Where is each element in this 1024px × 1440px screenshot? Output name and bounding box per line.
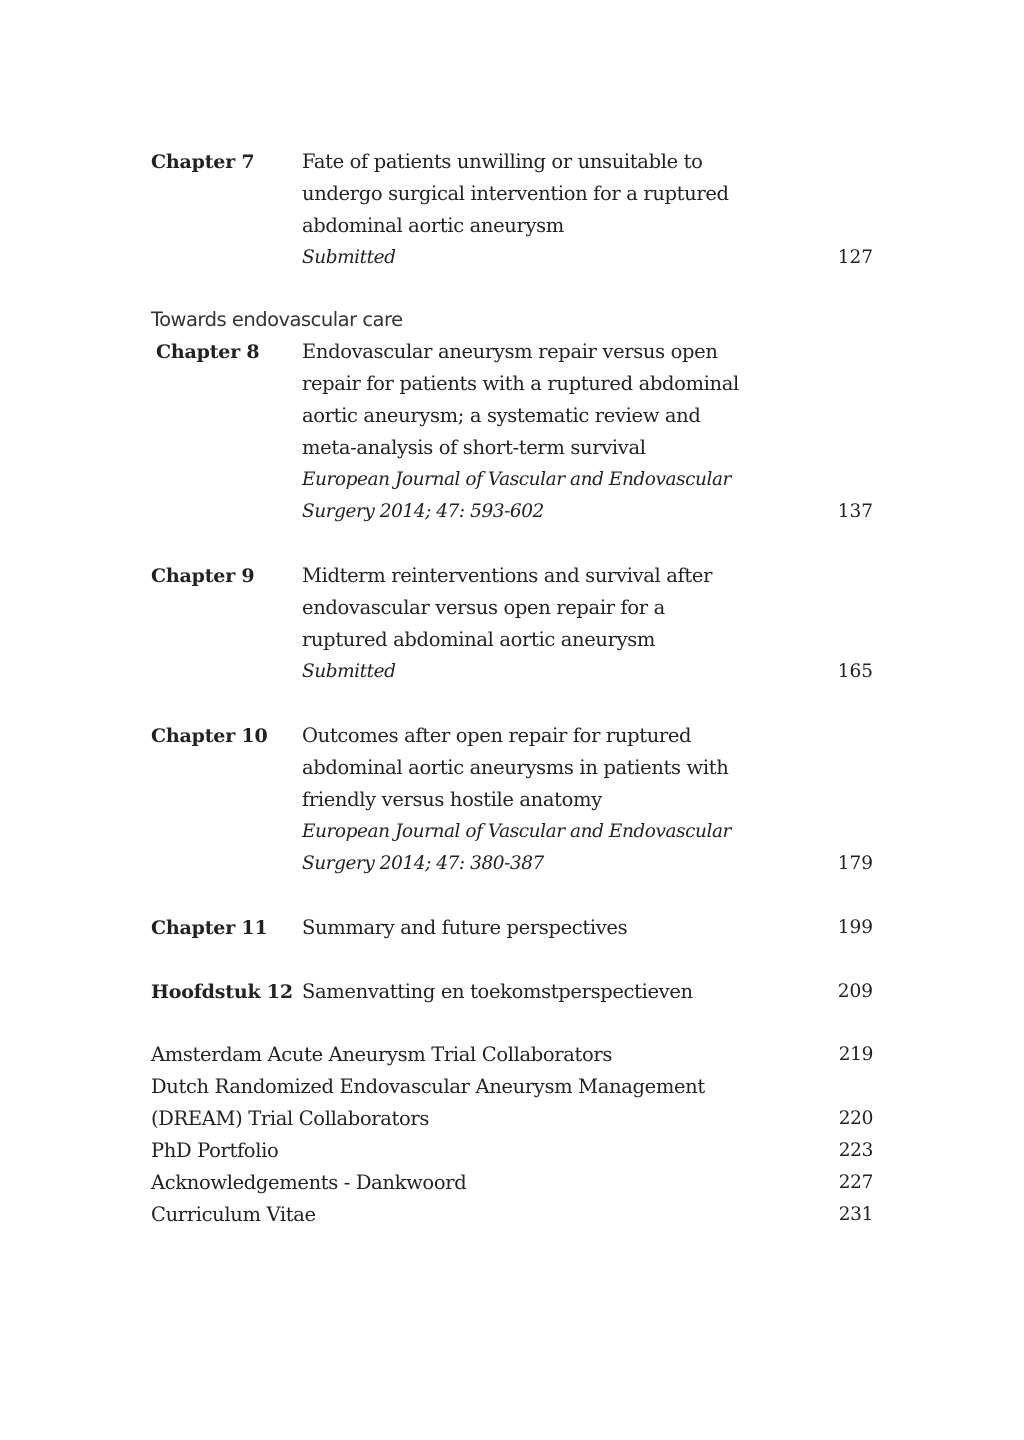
chapter-label: Hoofdstuk 12 [151, 981, 293, 1003]
entry-title: (DREAM) Trial Collaborators [151, 1107, 430, 1130]
page-number: 219 [838, 1044, 873, 1065]
page-number: 137 [837, 501, 873, 522]
toc-entry-chapter-11[interactable] [151, 912, 873, 944]
chapter-body [302, 976, 873, 1008]
chapter-title-line: Outcomes after open repair for ruptured [302, 724, 692, 747]
chapter-title-line: repair for patients with a ruptured abdominal [302, 372, 739, 395]
chapter-label: Chapter 8 [156, 341, 260, 363]
page-number: 127 [837, 247, 873, 268]
publication-line: Surgery 2014; 47: 593-602 [302, 501, 544, 522]
chapter-body [302, 560, 873, 688]
toc-entry-chapter-10[interactable] [151, 720, 873, 880]
publication-line: Submitted [302, 661, 396, 682]
entry-title: Dutch Randomized Endovascular Aneurysm Management [151, 1075, 705, 1098]
chapter-title-line: abdominal aortic aneurysms in patients with [302, 756, 729, 779]
entry-title: Curriculum Vitae [151, 1203, 316, 1226]
chapter-label: Chapter 11 [151, 917, 268, 939]
page-number: 199 [837, 917, 873, 938]
publication-line: European Journal of Vascular and Endovascular [302, 821, 731, 842]
chapter-title-line: Midterm reinterventions and survival after [302, 564, 713, 587]
toc-entry-curriculum-vitae[interactable] [151, 1199, 873, 1231]
toc-entry-chapter-9[interactable] [151, 560, 873, 688]
table-of-contents [151, 146, 873, 1231]
chapter-title-line: Endovascular aneurysm repair versus open [302, 340, 718, 363]
page-number: 209 [837, 981, 873, 1002]
chapter-title-line: endovascular versus open repair for a [302, 596, 665, 619]
page-number: 223 [838, 1140, 873, 1161]
toc-entry-hoofdstuk-12[interactable] [151, 976, 873, 1008]
page-number: 220 [838, 1108, 873, 1129]
page-number: 227 [838, 1172, 873, 1193]
chapter-title-line: aortic aneurysm; a systematic review and [302, 404, 701, 427]
toc-entry-phd-portfolio[interactable] [151, 1135, 873, 1167]
toc-entry-collaborators-dream[interactable] [151, 1071, 873, 1135]
page-number: 179 [837, 853, 873, 874]
chapter-title-line: meta-analysis of short-term survival [302, 436, 646, 459]
chapter-title-line: Summary and future perspectives [302, 916, 628, 939]
chapter-body [302, 720, 873, 880]
entry-title: Amsterdam Acute Aneurysm Trial Collaborators [151, 1043, 613, 1066]
chapter-title-line: friendly versus hostile anatomy [302, 788, 602, 811]
chapter-title-line: undergo surgical intervention for a ruptured [302, 182, 729, 205]
section-heading: Towards endovascular care [151, 308, 403, 331]
back-matter-list [151, 1039, 873, 1231]
publication-line: Surgery 2014; 47: 380-387 [302, 853, 544, 874]
chapter-title-line: abdominal aortic aneurysm [302, 214, 564, 237]
page-number: 165 [837, 661, 873, 682]
publication-line: European Journal of Vascular and Endovascular [302, 469, 731, 490]
chapter-body [302, 146, 873, 274]
chapter-label: Chapter 10 [151, 725, 268, 747]
chapter-title-line: ruptured abdominal aortic aneurysm [302, 628, 656, 651]
toc-entry-chapter-7[interactable] [151, 146, 873, 274]
page-number: 231 [838, 1204, 873, 1225]
toc-entry-collaborators-amsterdam[interactable] [151, 1039, 873, 1071]
chapter-body [302, 336, 873, 528]
chapter-body [302, 912, 873, 944]
toc-entry-acknowledgements[interactable] [151, 1167, 873, 1199]
toc-entry-chapter-8[interactable] [151, 336, 873, 528]
chapter-title-line: Samenvatting en toekomstperspectieven [302, 980, 693, 1003]
entry-title: Acknowledgements - Dankwoord [151, 1171, 467, 1194]
publication-line: Submitted [302, 247, 396, 268]
chapter-label: Chapter 7 [151, 151, 255, 173]
chapter-label: Chapter 9 [151, 565, 255, 587]
chapter-title-line: Fate of patients unwilling or unsuitable to [302, 150, 703, 173]
entry-title: PhD Portfolio [151, 1139, 279, 1162]
